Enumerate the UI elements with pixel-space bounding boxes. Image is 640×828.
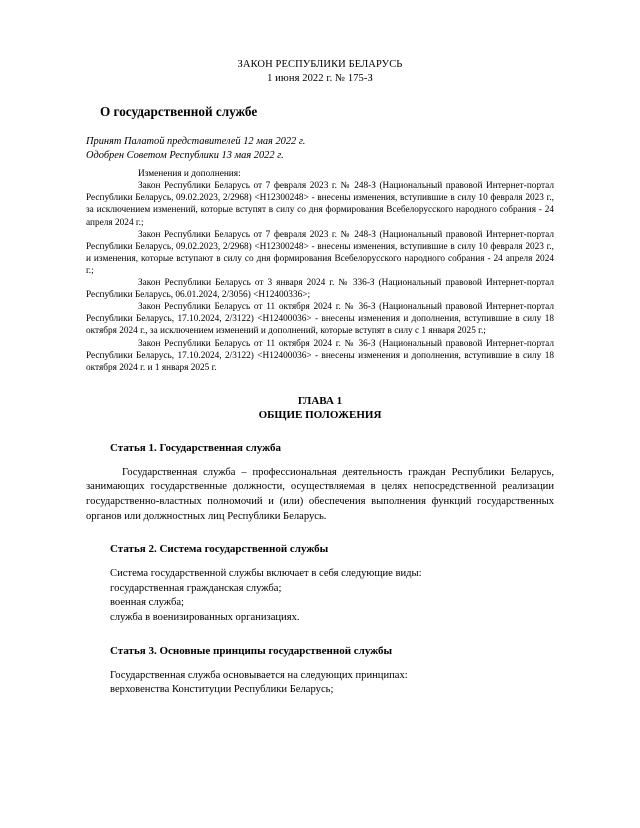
article-body (86, 669, 554, 698)
article-paragraph: Государственная служба – профессиональная деятельность граждан Республики Беларусь, занимающих государственные должности, осуществляемая в целях непосредственной реализации государственно-властных полномочий и (или) обеспечения выполнения функций государственных органов или должностных лиц Республики Беларусь. (86, 466, 554, 522)
article-paragraph: Государственная служба основывается на следующих принципах: (110, 669, 408, 681)
chapter-name: ОБЩИЕ ПОЛОЖЕНИЯ (258, 409, 382, 422)
adopted-by-house-line: Принят Палатой представителей 12 мая 2022 г. (86, 136, 306, 147)
page-title: О государственной службе (100, 104, 258, 119)
law-date-number-line: 1 июня 2022 г. № 175-З (267, 72, 373, 84)
approved-by-council-line: Одобрен Советом Республики 13 мая 2022 г. (86, 149, 284, 161)
article-1 (86, 441, 554, 524)
article-body (86, 466, 554, 524)
article-list-item: верховенства Конституции Республики Беларусь; (110, 684, 334, 696)
article-3 (86, 644, 554, 698)
article-title: Статья 1. Государственная служба (110, 441, 281, 454)
document-header (86, 58, 554, 85)
amendment-entry: Закон Республики Беларусь от 7 февраля 2023 г. № 248-З (Национальный правовой Интернет-портал Республики Беларусь, 09.02.2023, 2/2968) <H12300248> - внесены изменения, вступившие в силу 10 февраля 2023 г., и изменения, которые вступают в силу со дня формирования Всебелорусского народного собрания - 24 апреля 2024 г.; (86, 229, 554, 276)
article-body (86, 567, 554, 625)
chapter-heading (86, 394, 554, 423)
article-list-item: государственная гражданская служба; (110, 582, 282, 594)
amendment-entry: Закон Республики Беларусь от 11 октября 2024 г. № 36-З (Национальный правовой Интернет-портал Республики Беларусь, 17.10.2024, 2/3122) <H12400036> - внесены изменения и дополнения, вступившие в силу 18 октября 2024 г. и 1 января 2025 г. (86, 338, 554, 373)
amendment-entry: Закон Республики Беларусь от 11 октября 2024 г. № 36-З (Национальный правовой Интернет-портал Республики Беларусь, 17.10.2024, 2/3122) <H12400036> - внесены изменения и дополнения, вступившие в силу 18 октября 2024 г., за исключением изменений и дополнений, которые вступят в силу с 1 января 2025 г.; (86, 302, 554, 337)
article-list-item: военная служба; (110, 597, 184, 609)
law-type-line: ЗАКОН РЕСПУБЛИКИ БЕЛАРУСЬ (237, 59, 403, 70)
amendments-label: Изменения и дополнения: (138, 169, 241, 180)
amendment-entry: Закон Республики Беларусь от 7 февраля 2023 г. № 248-З (Национальный правовой Интернет-портал Республики Беларусь, 09.02.2023, 2/2968) <H12300248> - внесены изменения, вступившие в силу 10 февраля 2023 г., за исключением изменений, которые вступят в силу со дня формирования Всебелорусского народного собрания - 24 апреля 2024 г.; (86, 181, 554, 228)
amendment-entry: Закон Республики Беларусь от 3 января 2024 г. № 336-З (Национальный правовой Интернет-портал Республики Беларусь, 06.01.2024, 2/3056) <H12400336>; (86, 278, 554, 301)
amendments-block (86, 168, 554, 374)
article-list-item: служба в военизированных организациях. (110, 611, 300, 623)
adoption-block (86, 135, 554, 162)
article-2 (86, 542, 554, 625)
article-paragraph: Система государственной службы включает в себя следующие виды: (110, 568, 422, 580)
article-title: Статья 2. Система государственной службы (110, 543, 329, 556)
chapter-number: ГЛАВА 1 (297, 394, 343, 407)
article-title: Статья 3. Основные принципы государственной службы (110, 644, 393, 657)
